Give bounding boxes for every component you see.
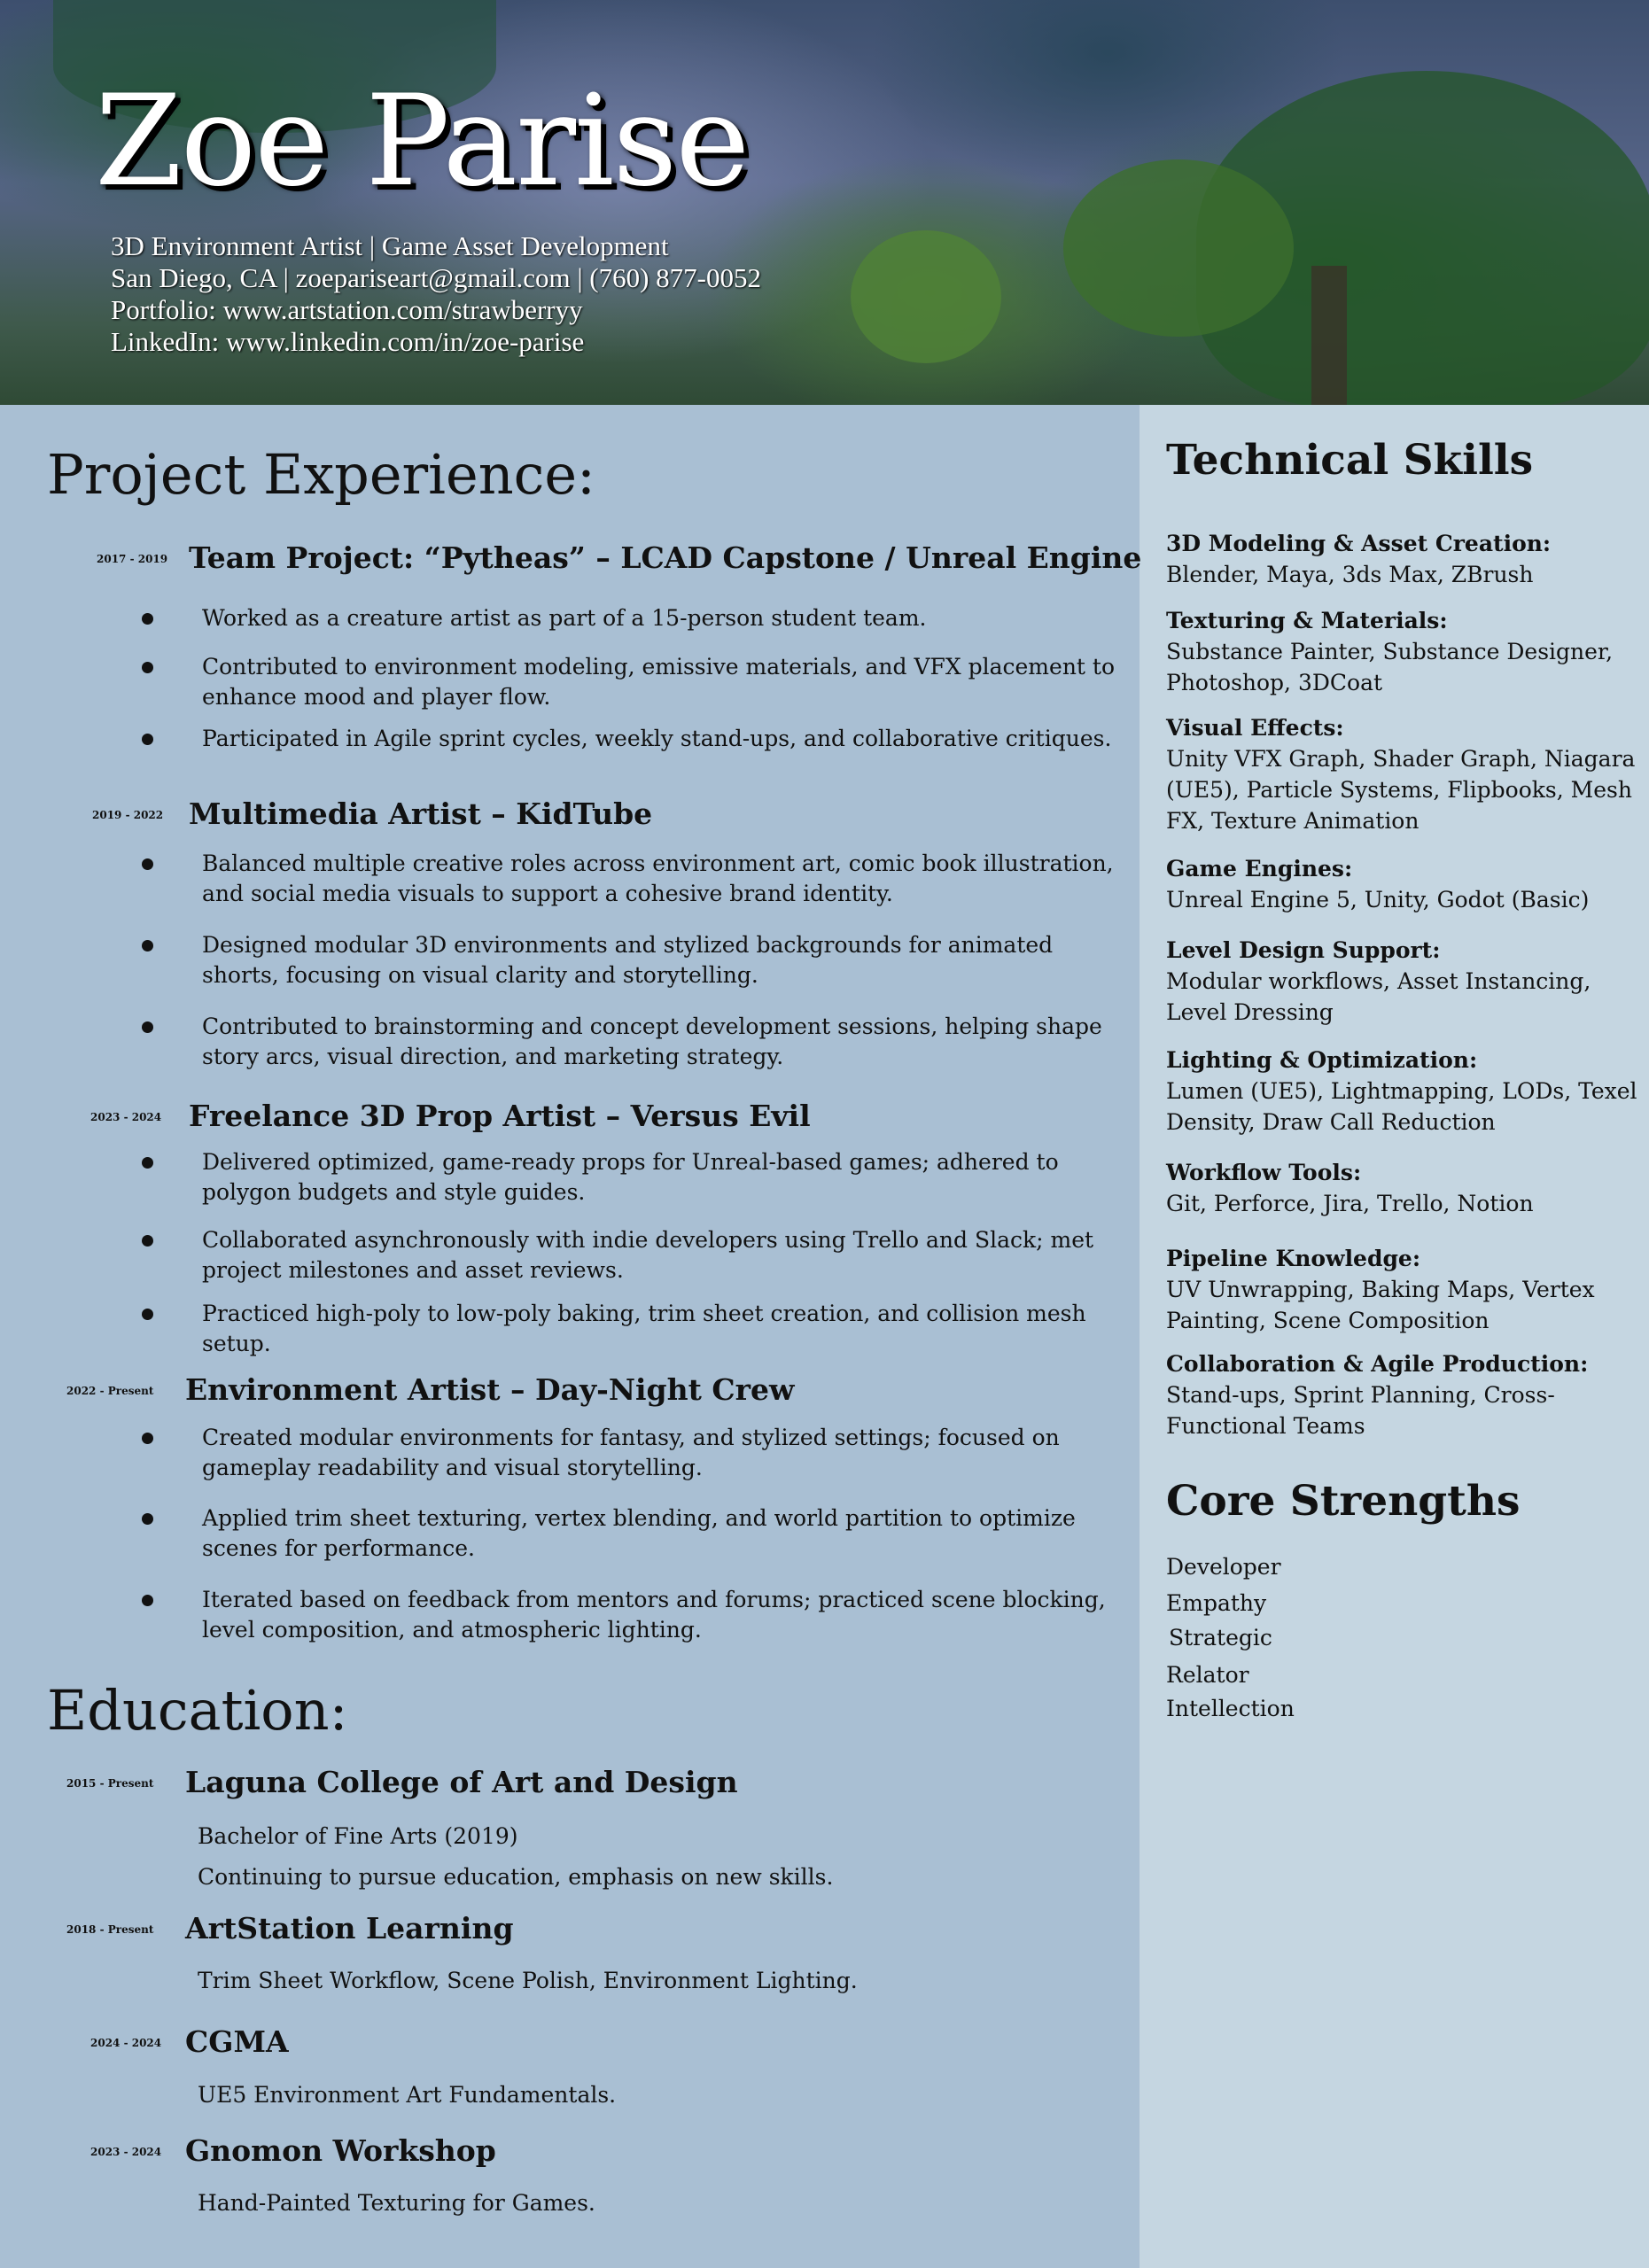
skill-category-name: Level Design Support: <box>1166 937 1441 963</box>
strength-item: Strategic <box>1169 1625 1272 1651</box>
job-bullet: Balanced multiple creative roles across environment art, comic book illustration, and social media visuals to support a cohesive brand identity. <box>202 850 1114 906</box>
skill-category-name: Visual Effects: <box>1166 715 1344 741</box>
job-bullet: Participated in Agile sprint cycles, weekly stand-ups, and collaborative critiques. <box>202 726 1112 751</box>
job-bullet: Designed modular 3D environments and stylized backgrounds for animated shorts, focusing on visual clarity and storytelling. <box>202 932 1054 988</box>
strength-item: Developer <box>1166 1554 1281 1580</box>
education-dates: 2015 - Present <box>66 1777 154 1790</box>
strength-item: Relator <box>1166 1662 1249 1688</box>
experience-heading: Project Experience: <box>47 442 595 507</box>
job-bullet: Delivered optimized, game-ready props for Unreal-based games; adhered to polygon budgets and style guides. <box>202 1149 1059 1205</box>
skill-category-value: Modular workflows, Asset Instancing, Level Dressing <box>1166 968 1591 1025</box>
skill-category-value: Unreal Engine 5, Unity, Godot (Basic) <box>1166 887 1590 913</box>
education-dates: 2023 - 2024 <box>90 2146 162 2158</box>
skill-category <box>1166 1045 1645 1138</box>
strength-item: Empathy <box>1166 1590 1267 1616</box>
header-banner <box>0 0 1649 405</box>
education-detail: Hand-Painted Texturing for Games. <box>198 2190 595 2216</box>
skill-category <box>1166 712 1645 836</box>
tagline: 3D Environment Artist | Game Asset Development <box>111 230 669 261</box>
skill-category-name: Pipeline Knowledge: <box>1166 1246 1421 1271</box>
education-detail: Continuing to pursue education, emphasis on new skills. <box>198 1864 834 1890</box>
skill-category-name: Workflow Tools: <box>1166 1160 1362 1185</box>
skill-category-name: Collaboration & Agile Production: <box>1166 1351 1589 1377</box>
skill-category-value: Blender, Maya, 3ds Max, ZBrush <box>1166 562 1534 587</box>
contact-block <box>111 230 761 358</box>
job-bullet: Collaborated asynchronously with indie developers using Trello and Slack; met project milestones and asset reviews. <box>202 1227 1094 1283</box>
bullet-icon <box>142 1157 153 1169</box>
bullet-icon <box>142 1309 153 1320</box>
background-tree-trunk <box>1311 266 1347 405</box>
job-title: Team Project: “Pytheas” – LCAD Capstone / Unreal Engine <box>189 540 1142 575</box>
skills-heading: Technical Skills <box>1166 436 1534 485</box>
skill-category <box>1166 528 1645 590</box>
skill-category <box>1166 605 1645 698</box>
job-bullet: Contributed to brainstorming and concept development sessions, helping shape story arcs, visual direction, and marketing strategy. <box>202 1014 1102 1069</box>
skill-category-name: 3D Modeling & Asset Creation: <box>1166 531 1552 556</box>
bullet-icon <box>142 613 153 625</box>
job-dates: 2019 - 2022 <box>92 809 164 821</box>
linkedin-link[interactable]: LinkedIn: www.linkedin.com/in/zoe-parise <box>111 326 585 357</box>
skill-category <box>1166 935 1645 1028</box>
education-detail: UE5 Environment Art Fundamentals. <box>198 2082 617 2108</box>
school-name: Laguna College of Art and Design <box>185 1765 738 1799</box>
job-title: Multimedia Artist – KidTube <box>189 796 653 831</box>
strength-item: Intellection <box>1166 1696 1295 1721</box>
skill-category-value: UV Unwrapping, Baking Maps, Vertex Painting, Scene Composition <box>1166 1277 1595 1333</box>
job-bullet: Applied trim sheet texturing, vertex blending, and world partition to optimize scenes for performance. <box>202 1505 1076 1561</box>
background-tree <box>1063 159 1294 337</box>
education-detail: Trim Sheet Workflow, Scene Polish, Environment Lighting. <box>198 1968 858 1993</box>
job-bullet: Created modular environments for fantasy, and stylized settings; focused on gameplay readability and visual storytelling. <box>202 1425 1060 1480</box>
contact-info: San Diego, CA | zoepariseart@gmail.com | (760) 877-0052 <box>111 262 761 293</box>
bullet-icon <box>142 1595 153 1606</box>
bullet-icon <box>142 1021 153 1033</box>
job-bullet: Practiced high-poly to low-poly baking, trim sheet creation, and collision mesh setup. <box>202 1301 1086 1356</box>
skill-category <box>1166 1157 1645 1219</box>
bullet-icon <box>142 1513 153 1525</box>
skill-category-name: Game Engines: <box>1166 856 1353 882</box>
education-dates: 2024 - 2024 <box>90 2037 162 2049</box>
skill-category-name: Lighting & Optimization: <box>1166 1047 1478 1073</box>
job-title: Freelance 3D Prop Artist – Versus Evil <box>189 1099 811 1133</box>
job-bullet: Iterated based on feedback from mentors and forums; practiced scene blocking, level composition, and atmospheric lighting. <box>202 1587 1106 1643</box>
skill-category <box>1166 853 1645 915</box>
skill-category <box>1166 1348 1645 1441</box>
candidate-name: Zoe Parise <box>95 68 749 214</box>
school-name: CGMA <box>185 2024 289 2059</box>
bullet-icon <box>142 1235 153 1247</box>
school-name: Gnomon Workshop <box>185 2133 496 2168</box>
strengths-heading: Core Strengths <box>1166 1477 1521 1526</box>
skill-category-value: Substance Painter, Substance Designer, Photoshop, 3DCoat <box>1166 639 1614 695</box>
skill-category-value: Git, Perforce, Jira, Trello, Notion <box>1166 1191 1534 1216</box>
education-heading: Education: <box>47 1678 348 1743</box>
bullet-icon <box>142 1433 153 1444</box>
background-tree <box>851 230 1001 363</box>
job-dates: 2023 - 2024 <box>90 1111 162 1123</box>
job-dates: 2017 - 2019 <box>97 553 168 565</box>
skill-category-value: Lumen (UE5), Lightmapping, LODs, Texel Density, Draw Call Reduction <box>1166 1078 1637 1135</box>
portfolio-link[interactable]: Portfolio: www.artstation.com/strawberryy <box>111 294 583 325</box>
bullet-icon <box>142 940 153 951</box>
job-bullet: Worked as a creature artist as part of a 15-person student team. <box>202 605 927 631</box>
bullet-icon <box>142 858 153 870</box>
skill-category-value: Unity VFX Graph, Shader Graph, Niagara (UE5), Particle Systems, Flipbooks, Mesh FX, Texture Animation <box>1166 746 1636 834</box>
bullet-icon <box>142 734 153 745</box>
education-detail: Bachelor of Fine Arts (2019) <box>198 1823 518 1849</box>
education-dates: 2018 - Present <box>66 1923 154 1936</box>
skill-category-name: Texturing & Materials: <box>1166 608 1448 633</box>
skill-category-value: Stand-ups, Sprint Planning, Cross-Functional Teams <box>1166 1382 1555 1439</box>
job-bullet: Contributed to environment modeling, emissive materials, and VFX placement to enhance mood and player flow. <box>202 654 1116 710</box>
job-dates: 2022 - Present <box>66 1385 154 1397</box>
job-title: Environment Artist – Day-Night Crew <box>185 1372 795 1407</box>
bullet-icon <box>142 662 153 673</box>
school-name: ArtStation Learning <box>185 1911 514 1946</box>
skill-category <box>1166 1243 1645 1336</box>
